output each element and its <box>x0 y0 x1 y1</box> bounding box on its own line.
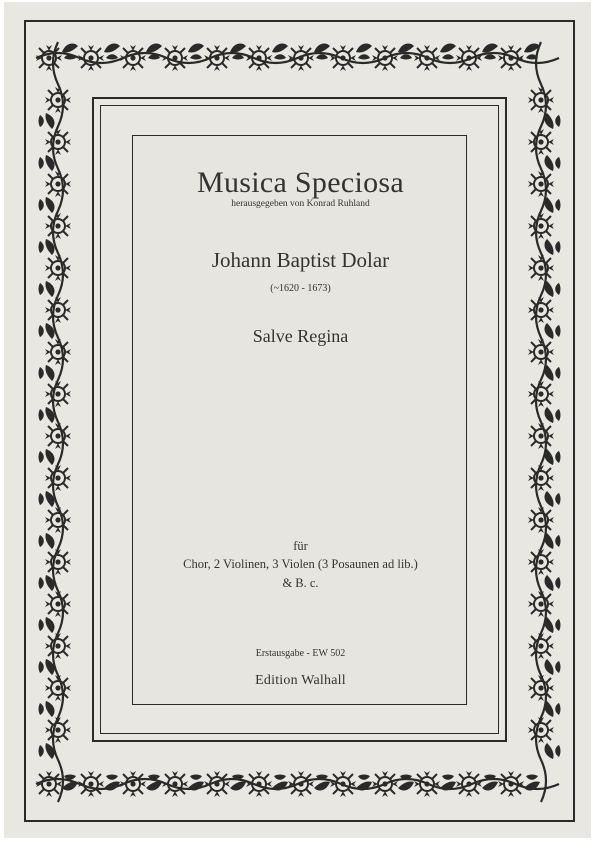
flower-ornament <box>528 171 554 197</box>
flower-ornament <box>78 45 104 71</box>
composer-dates: (~1620 - 1673) <box>270 283 331 294</box>
flower-ornament <box>498 45 524 71</box>
flower-ornament <box>45 213 71 239</box>
leaf-ornament <box>39 449 55 465</box>
leaf-ornament <box>545 743 561 759</box>
cover-page <box>4 2 591 838</box>
scoring-continuo: & B. c. <box>282 576 319 590</box>
flower-ornament <box>498 771 524 797</box>
flower-ornament <box>45 591 71 617</box>
scoring-text: Chor, 2 Violinen, 3 Violen (3 Posaunen ad lib.) <box>183 557 418 571</box>
leaf-ornament <box>146 775 162 791</box>
flower-ornament <box>162 771 188 797</box>
flower-ornament <box>45 297 71 323</box>
flower-ornament <box>528 255 554 281</box>
leaf-ornament <box>230 44 246 60</box>
leaf-ornament <box>39 407 55 423</box>
flower-ornament <box>456 771 482 797</box>
leaf-ornament <box>146 44 162 60</box>
leaf-ornament <box>545 239 561 255</box>
leaf-ornament <box>545 365 561 381</box>
series-title: Musica Speciosa <box>197 166 404 199</box>
flower-ornament <box>45 129 71 155</box>
leaf-ornament <box>545 533 561 549</box>
flower-ornament <box>528 129 554 155</box>
flower-ornament <box>36 45 62 71</box>
flower-ornament <box>528 591 554 617</box>
leaf-ornament <box>104 775 120 791</box>
flower-ornament <box>528 633 554 659</box>
leaf-ornament <box>39 197 55 213</box>
leaf-ornament <box>440 44 456 60</box>
flower-ornament <box>372 771 398 797</box>
flower-ornament <box>528 87 554 113</box>
leaf-ornament <box>545 323 561 339</box>
flower-ornament <box>528 381 554 407</box>
flower-ornament <box>45 423 71 449</box>
leaf-ornament <box>398 44 414 60</box>
flower-ornament <box>528 423 554 449</box>
flower-ornament <box>45 255 71 281</box>
work-title: Salve Regina <box>252 326 349 346</box>
edition-info: Erstausgabe - EW 502 <box>255 648 346 659</box>
flower-ornament <box>120 45 146 71</box>
flower-ornament <box>528 675 554 701</box>
composer-name: Johann Baptist Dolar <box>211 248 390 272</box>
leaf-ornament <box>545 155 561 171</box>
publisher-name: Edition Walhall <box>255 673 346 688</box>
leaf-ornament <box>39 533 55 549</box>
flower-ornament <box>246 771 272 797</box>
leaf-ornament <box>482 775 498 791</box>
leaf-ornament <box>482 44 498 60</box>
leaf-ornament <box>545 659 561 675</box>
leaf-ornament <box>62 775 78 791</box>
leaf-ornament <box>39 743 55 759</box>
leaf-ornament <box>545 113 561 129</box>
flower-ornament <box>246 45 272 71</box>
leaf-ornament <box>272 44 288 60</box>
flower-ornament <box>45 507 71 533</box>
scoring-prefix: für <box>293 539 308 553</box>
flower-ornament <box>288 45 314 71</box>
flower-ornament <box>45 171 71 197</box>
leaf-ornament <box>39 155 55 171</box>
leaf-ornament <box>314 775 330 791</box>
leaf-ornament <box>545 701 561 717</box>
leaf-ornament <box>545 617 561 633</box>
flower-ornament <box>45 87 71 113</box>
flower-ornament <box>78 771 104 797</box>
leaf-ornament <box>39 491 55 507</box>
flower-ornament <box>45 339 71 365</box>
flower-ornament <box>528 297 554 323</box>
series-editor: herausgegeben von Konrad Ruhland <box>231 199 370 209</box>
flower-ornament <box>204 771 230 797</box>
leaf-ornament <box>39 323 55 339</box>
leaf-ornament <box>545 407 561 423</box>
leaf-ornament <box>188 44 204 60</box>
leaf-ornament <box>39 239 55 255</box>
flower-ornament <box>45 633 71 659</box>
flower-ornament <box>45 717 71 743</box>
leaf-ornament <box>545 281 561 297</box>
leaf-ornament <box>356 44 372 60</box>
leaf-ornament <box>398 775 414 791</box>
flower-ornament <box>45 465 71 491</box>
flower-ornament <box>162 45 188 71</box>
flower-ornament <box>528 213 554 239</box>
leaf-ornament <box>39 617 55 633</box>
flower-ornament <box>330 45 356 71</box>
flower-ornament <box>372 45 398 71</box>
leaf-ornament <box>39 365 55 381</box>
flower-ornament <box>45 549 71 575</box>
leaf-ornament <box>545 491 561 507</box>
leaf-ornament <box>545 197 561 213</box>
leaf-ornament <box>104 44 120 60</box>
leaf-ornament <box>545 575 561 591</box>
leaf-ornament <box>39 281 55 297</box>
leaf-ornament <box>545 449 561 465</box>
flower-ornament <box>120 771 146 797</box>
flower-ornament <box>528 717 554 743</box>
flower-ornament <box>45 675 71 701</box>
leaf-ornament <box>39 701 55 717</box>
leaf-ornament <box>39 659 55 675</box>
flower-ornament <box>414 45 440 71</box>
flower-ornament <box>528 339 554 365</box>
flower-ornament <box>528 465 554 491</box>
leaf-ornament <box>39 575 55 591</box>
flower-ornament <box>204 45 230 71</box>
leaf-ornament <box>314 44 330 60</box>
flower-ornament <box>456 45 482 71</box>
title-panel <box>132 135 467 705</box>
flower-ornament <box>45 381 71 407</box>
flower-ornament <box>288 771 314 797</box>
leaf-ornament <box>230 775 246 791</box>
flower-ornament <box>36 771 62 797</box>
leaf-ornament <box>39 113 55 129</box>
flower-ornament <box>330 771 356 797</box>
flower-ornament <box>528 507 554 533</box>
flower-ornament <box>414 771 440 797</box>
flower-ornament <box>528 549 554 575</box>
